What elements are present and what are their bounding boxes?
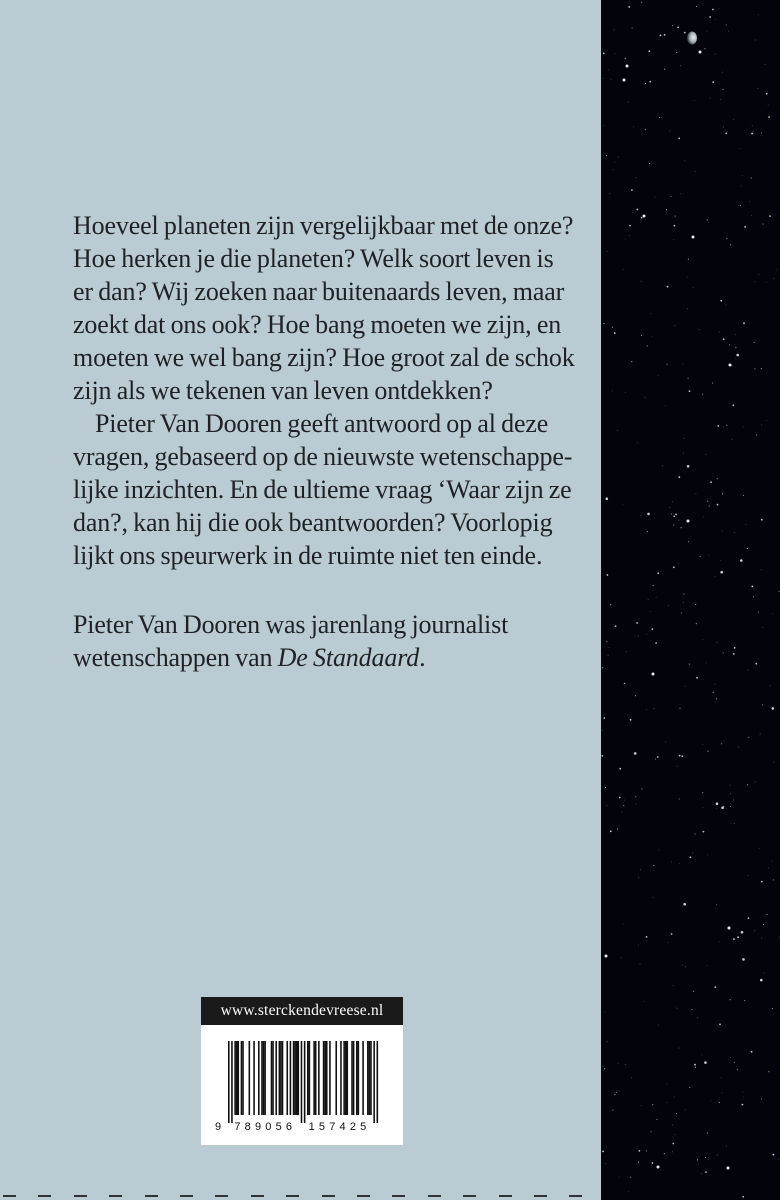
cut-dash	[145, 1195, 158, 1197]
blurb-line: Pieter Van Dooren geeft antwoord op al deze	[95, 409, 549, 438]
cut-dash	[38, 1195, 51, 1197]
newspaper-title: De Standaard	[277, 643, 420, 672]
cut-dash	[499, 1195, 512, 1197]
blurb-line: Hoeveel planeten zijn vergelijkbaar met de onze?	[73, 211, 574, 240]
cut-dash	[392, 1195, 405, 1197]
blurb-line: Hoe herken je die planeten? Welk soort leven is	[73, 244, 554, 273]
blurb-line: vragen, gebaseerd op de nieuwste wetenschappe-	[73, 442, 573, 471]
cut-dash	[286, 1195, 299, 1197]
cut-dash	[534, 1195, 547, 1197]
barcode-lead-digit: 9	[215, 1121, 226, 1133]
author-bio	[73, 608, 573, 674]
cut-dash	[428, 1195, 441, 1197]
cut-dash	[322, 1195, 335, 1197]
cut-dash	[251, 1195, 264, 1197]
cut-dash	[74, 1195, 87, 1197]
barcode-left-digits: 789056	[234, 1121, 297, 1133]
blurb-text	[73, 209, 573, 572]
barcode-right-digits: 157425	[308, 1121, 371, 1133]
blurb-line: zijn als we tekenen van leven ontdekken?	[73, 376, 493, 405]
blurb-paragraph-2	[73, 407, 573, 572]
author-bio-prefix: wetenschappen van	[73, 643, 278, 672]
blurb-line: lijke inzichten. En de ultieme vraag ‘Waar zijn ze	[73, 475, 572, 504]
cut-dash	[3, 1195, 16, 1197]
publisher-website: www.sterckendevreese.nl	[201, 997, 403, 1025]
cut-line	[0, 1195, 601, 1198]
isbn-barcode	[201, 1025, 403, 1145]
cut-dash	[463, 1195, 476, 1197]
author-bio-line-2	[73, 641, 573, 674]
cut-dash	[357, 1195, 370, 1197]
starfield-image	[601, 0, 780, 1200]
author-bio-line-1: Pieter Van Dooren was jarenlang journalist	[73, 610, 509, 639]
blurb-line: lijkt ons speurwerk in de ruimte niet ten einde.	[73, 541, 543, 570]
blurb-line: zoekt dat ons ook? Hoe bang moeten we zijn, en	[73, 310, 562, 339]
blurb-line: er dan? Wij zoeken naar buitenaards leven, maar	[73, 277, 565, 306]
cut-dash	[109, 1195, 122, 1197]
cut-dash	[569, 1195, 582, 1197]
cut-dash	[180, 1195, 193, 1197]
blurb-line: moeten we wel bang zijn? Hoe groot zal de schok	[73, 343, 575, 372]
blurb-paragraph-1	[73, 209, 573, 407]
cut-dash	[215, 1195, 228, 1197]
author-bio-suffix: .	[419, 643, 426, 672]
blurb-line: dan?, kan hij die ook beantwoorden? Voorlopig	[73, 508, 553, 537]
barcode-label	[201, 997, 403, 1145]
starfield-panel	[601, 0, 780, 1200]
moon-icon	[687, 32, 697, 45]
